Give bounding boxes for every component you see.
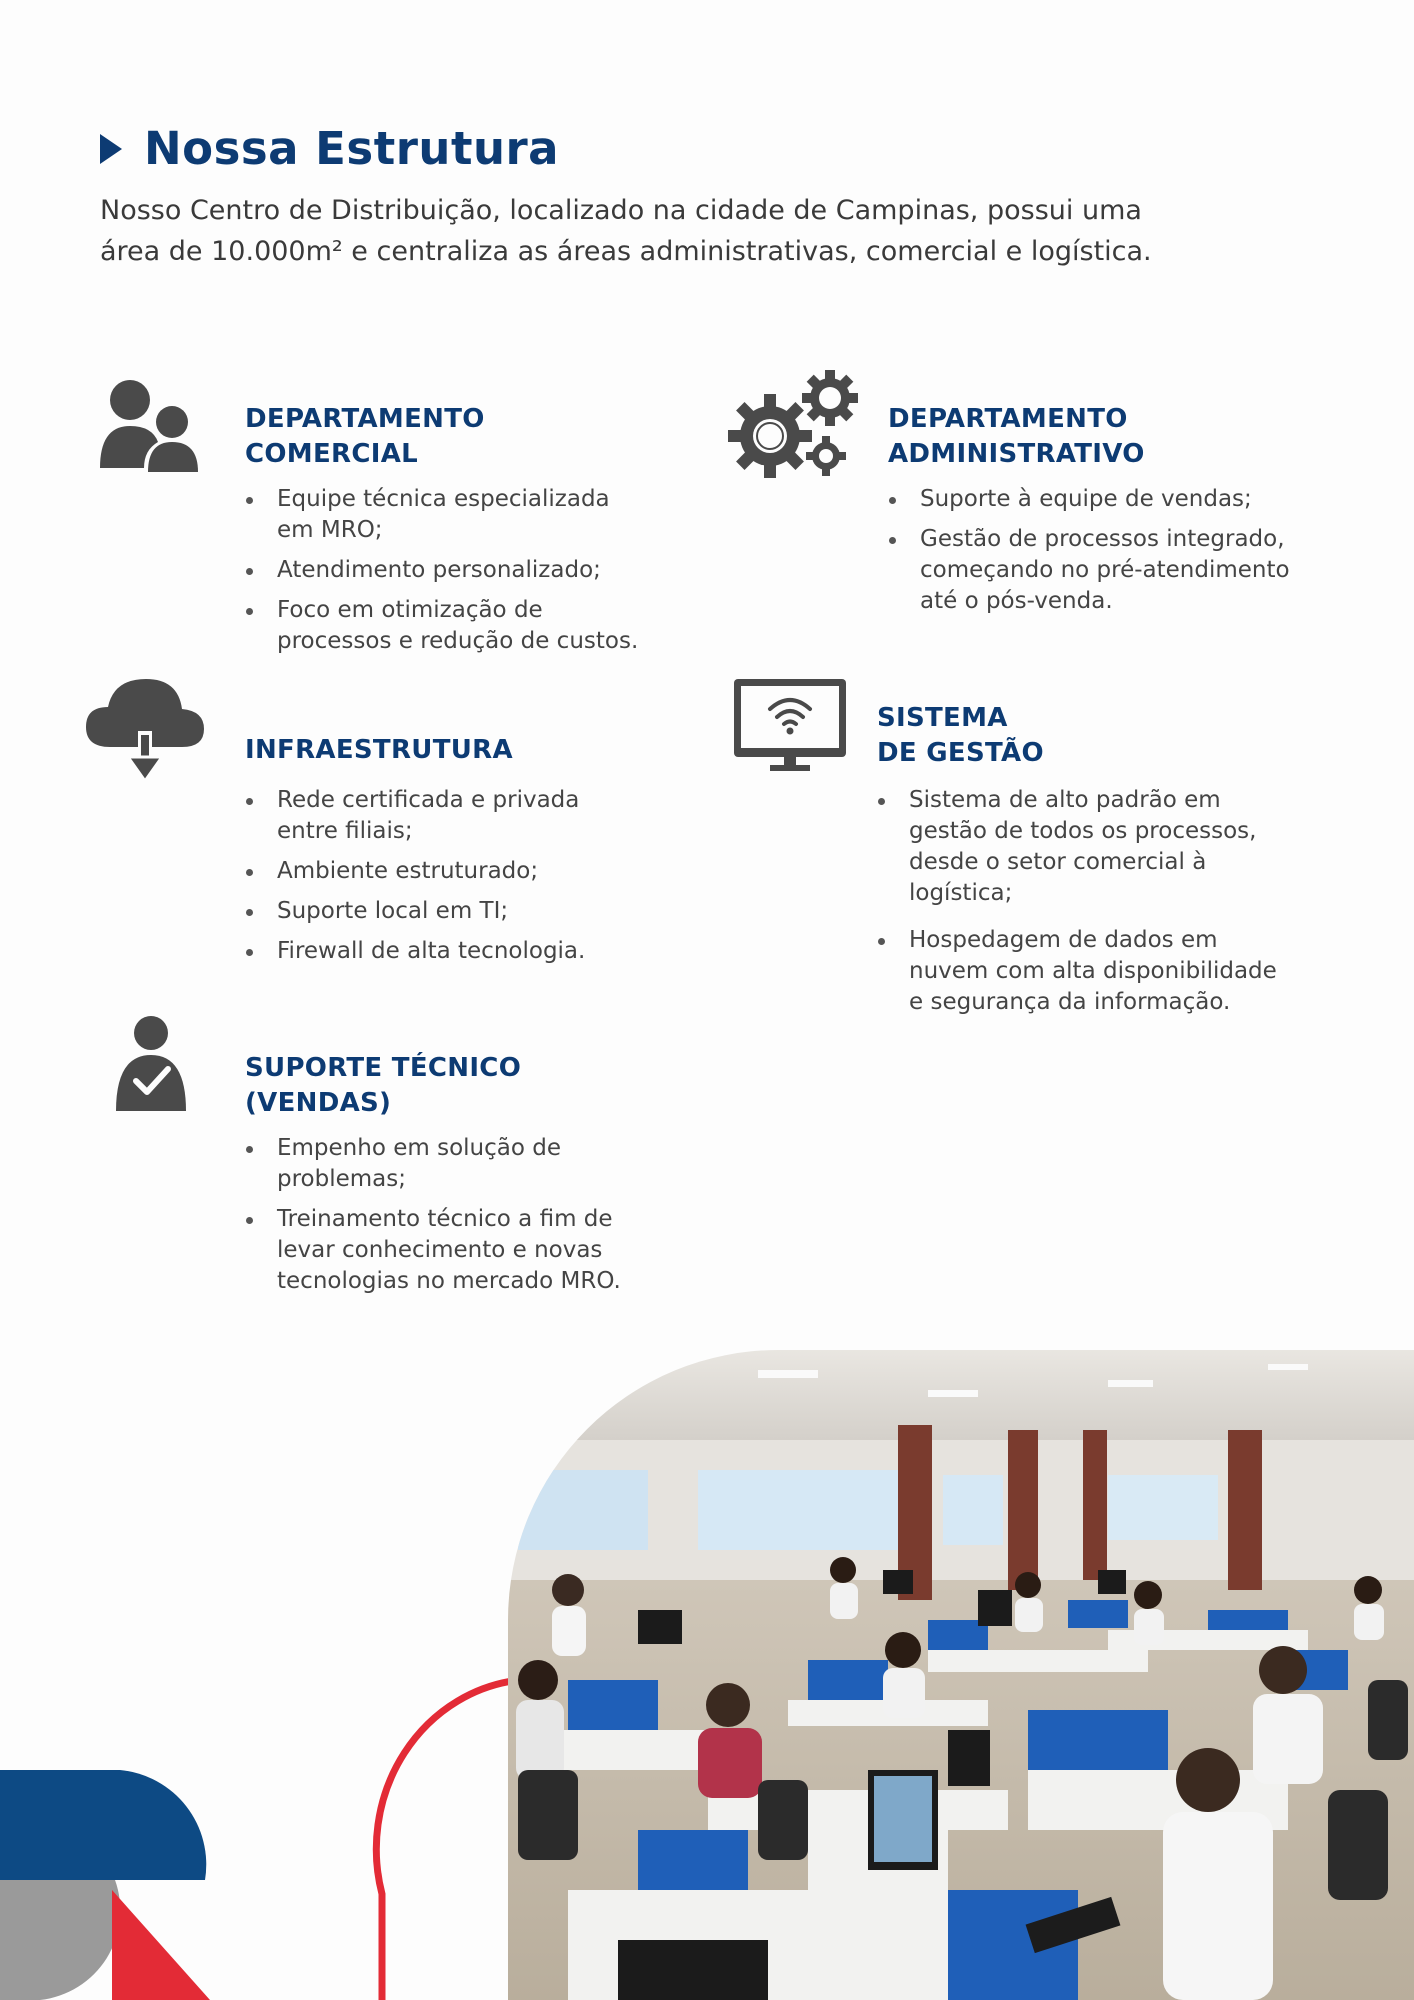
red-triangle <box>112 1890 210 2000</box>
gray-shape <box>0 1880 120 2000</box>
play-arrow-icon <box>100 134 122 164</box>
gears-icon <box>728 370 862 482</box>
monitor-wifi-icon <box>734 679 846 773</box>
list-item: Ambiente estruturado; <box>245 856 645 887</box>
bullet-list <box>877 785 1277 1027</box>
section-title <box>877 701 1044 771</box>
section-title-line-1: DEPARTAMENTO <box>245 404 485 434</box>
red-arc-line <box>376 1680 520 2000</box>
list-item: Treinamento técnico a fim de levar conhecimento e novas tecnologias no mercado MRO. <box>245 1204 645 1297</box>
user-check-icon <box>116 1015 186 1115</box>
bullet-list <box>245 785 645 976</box>
blue-shape <box>0 1770 206 1880</box>
section-administrativo <box>700 370 1414 670</box>
list-item: Gestão de processos integrado, começando no pré-atendimento até o pós-venda. <box>888 524 1308 617</box>
decorative-shapes <box>0 1550 520 2000</box>
section-title-line-1: SUPORTE TÉCNICO <box>245 1053 522 1083</box>
list-item: Atendimento personalizado; <box>245 555 645 586</box>
section-title-line-1: SISTEMA <box>877 703 1008 733</box>
list-item: Suporte local em TI; <box>245 896 645 927</box>
list-item: Empenho em solução de problemas; <box>245 1133 645 1195</box>
section-title <box>245 402 485 472</box>
list-item: Firewall de alta tecnologia. <box>245 936 645 967</box>
section-title-line-2: DE GESTÃO <box>877 738 1044 768</box>
section-infraestrutura <box>0 675 700 995</box>
list-item: Equipe técnica especializada em MRO; <box>245 484 645 546</box>
intro-line-2: área de 10.000m² e centraliza as áreas administrativas, comercial e logística. <box>100 236 1152 267</box>
page-title-text: Nossa Estrutura <box>144 122 560 175</box>
bullet-list <box>888 484 1308 626</box>
office-photo-illustration <box>508 1350 1414 2000</box>
users-icon <box>100 378 200 474</box>
bullet-list <box>245 484 645 666</box>
section-title-line-2: ADMINISTRATIVO <box>888 439 1145 469</box>
section-title-line-2: COMERCIAL <box>245 439 418 469</box>
bullet-list <box>245 1133 645 1306</box>
list-item: Suporte à equipe de vendas; <box>888 484 1308 515</box>
section-title <box>888 402 1145 472</box>
section-title <box>245 1051 521 1121</box>
list-item: Rede certificada e privada entre filiais; <box>245 785 645 847</box>
office-photo <box>508 1350 1414 2000</box>
section-comercial <box>0 370 700 670</box>
section-title: INFRAESTRUTURA <box>245 735 513 765</box>
list-item: Foco em otimização de processos e redução de custos. <box>245 595 645 657</box>
section-title-line-2: (VENDAS) <box>245 1088 392 1118</box>
intro-paragraph <box>100 190 1230 272</box>
page-title <box>100 122 559 175</box>
section-suporte <box>0 1015 700 1345</box>
intro-line-1: Nosso Centro de Distribuição, localizado na cidade de Campinas, possui uma <box>100 195 1142 226</box>
section-gestao <box>700 675 1414 1035</box>
section-title-line-1: DEPARTAMENTO <box>888 404 1128 434</box>
cloud-download-icon <box>86 679 204 789</box>
list-item: Hospedagem de dados em nuvem com alta disponibilidade e segurança da informação. <box>877 925 1277 1018</box>
list-item: Sistema de alto padrão em gestão de todos os processos, desde o setor comercial à logística; <box>877 785 1277 909</box>
